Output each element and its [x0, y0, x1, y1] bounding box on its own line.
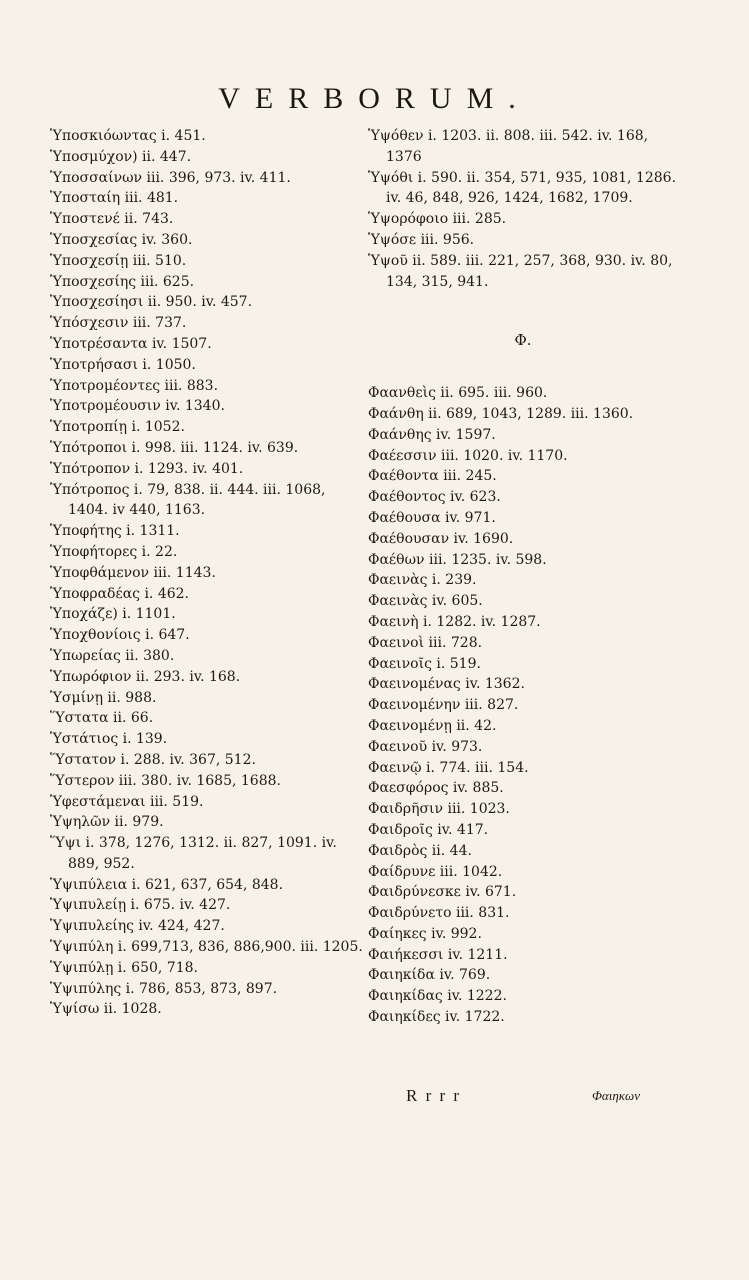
right-column-top-entries: [368, 126, 678, 292]
index-entry: Φαανθεὶς ii. 695. iii. 960.: [368, 385, 548, 402]
index-entry: Ὑποσσαίνων iii. 396, 973. iv. 411.: [50, 169, 291, 186]
index-entry: Φαιηκίδες iv. 1722.: [368, 1009, 505, 1026]
index-entry: Φαιδρῆσιν iii. 1023.: [368, 801, 510, 818]
index-entry: Ὑψιπυλείης iv. 424, 427.: [50, 918, 225, 935]
index-entry: Φαεινοῖς i. 519.: [368, 655, 481, 672]
index-entry: Ὑπότροπος i. 79, 838. ii. 444. iii. 1068, 1404. iv 440, 1163.: [50, 481, 326, 519]
index-entry: Ὑψιπύλη i. 699,713, 836, 886,900. iii. 1205.: [50, 939, 363, 956]
index-entry: Φαιδροῖς iv. 417.: [368, 821, 489, 838]
index-entry: Ὑποστενέ ii. 743.: [50, 211, 174, 228]
index-entry: Ὑποτρέσαντα iv. 1507.: [50, 335, 212, 352]
index-entry: Ὑποσταίη iii. 481.: [50, 190, 179, 207]
index-entry: Φαεινὰς i. 239.: [368, 572, 477, 589]
index-entry: Φαίηκες iv. 992.: [368, 925, 482, 942]
index-entry: Ὑψιπυλείῃ i. 675. iv. 427.: [50, 897, 231, 914]
index-entry: Ὑσμίνῃ ii. 988.: [50, 689, 157, 706]
page-title: VERBORUM.: [218, 82, 531, 115]
index-entry: Φαέθουσα iv. 971.: [368, 509, 496, 526]
index-entry: Φαιδρύνετο iii. 831.: [368, 905, 510, 922]
index-entry: Φαέθοντα iii. 245.: [368, 468, 497, 485]
index-entry: Φαεινομένας iv. 1362.: [368, 676, 525, 693]
index-entry: Ὑψόθι i. 590. ii. 354, 571, 935, 1081, 1286. iv. 46, 848, 926, 1424, 1682, 1709.: [368, 169, 677, 207]
index-entry: Ὑψιπύλης i. 786, 853, 873, 897.: [50, 980, 278, 997]
index-entry: Ὑποφήτης i. 1311.: [50, 523, 180, 540]
index-entry: Ὑπωρείας ii. 380.: [50, 647, 175, 664]
index-entry: Ὑποτρομέοντες iii. 883.: [50, 377, 219, 394]
index-entry: Ὑποσμύχον) ii. 447.: [50, 148, 192, 165]
left-column: [50, 126, 368, 1020]
index-entry: Ὑψιπύλεια i. 621, 637, 654, 848.: [50, 876, 284, 893]
index-entry: Ὑποφθάμενον iii. 1143.: [50, 564, 216, 581]
index-entry: Φαεσφόρος iv. 885.: [368, 780, 504, 797]
index-entry: Ὑπόσχεσιν iii. 737.: [50, 315, 187, 332]
index-entry: Φαάνθη ii. 689, 1043, 1289. iii. 1360.: [368, 405, 634, 422]
index-entry: Ὑψόσε iii. 956.: [368, 231, 475, 248]
section-letter-heading: Φ.: [514, 331, 532, 350]
index-entry: Ὑψηλῶν ii. 979.: [50, 814, 164, 831]
catchword: Φαιηκων: [592, 1088, 640, 1103]
index-entry: Φαεινοὶ iii. 728.: [368, 634, 483, 651]
index-entry: Ὑψιπύλῃ i. 650, 718.: [50, 959, 198, 976]
index-entry: Ὑποσχεσίῃ iii. 510.: [50, 252, 187, 269]
index-entry: Ὑφεστάμεναι iii. 519.: [50, 793, 204, 810]
index-entry: Φαεινοῦ iv. 973.: [368, 738, 483, 755]
index-entry: Ὑστάτιος i. 139.: [50, 731, 168, 748]
index-entry: Ὕστατον i. 288. iv. 367, 512.: [50, 751, 256, 768]
index-entry: Ὑπότροποι i. 998. iii. 1124. iv. 639.: [50, 439, 299, 456]
index-entry: Ὑποχθονίοις i. 647.: [50, 627, 190, 644]
index-entry: Φαιηκίδα iv. 769.: [368, 967, 491, 984]
index-entry: Φαιδρὸς ii. 44.: [368, 842, 472, 859]
index-entry: Ὑποσχεσίας iv. 360.: [50, 231, 193, 248]
index-entry: Ὑποφραδέας i. 462.: [50, 585, 190, 602]
index-entry: Φαεινὰς iv. 605.: [368, 593, 483, 610]
index-entry: Φαεινομένῃ ii. 42.: [368, 717, 497, 734]
index-entry: Ὑποχάζε) i. 1101.: [50, 606, 176, 623]
index-entry: Φαέεσσιν iii. 1020. iv. 1170.: [368, 447, 568, 464]
index-entry: Ὑψοῦ ii. 589. iii. 221, 257, 368, 930. iv. 80, 134, 315, 941.: [368, 252, 673, 290]
index-entry: Ὑποφήτορες i. 22.: [50, 543, 178, 560]
page-footer: [0, 1086, 749, 1116]
signature-mark: R r r r: [406, 1086, 462, 1105]
index-entry: Φαιήκεσσι iv. 1211.: [368, 946, 508, 963]
index-entry: Φαάνθης iv. 1597.: [368, 426, 496, 443]
index-entry: Φαέθων iii. 1235. iv. 598.: [368, 551, 547, 568]
index-entry: Ὑψίσω ii. 1028.: [50, 1001, 162, 1018]
right-column-bottom-entries: [368, 383, 678, 1028]
index-entry: Φαέθουσαν iv. 1690.: [368, 530, 514, 547]
right-column: [368, 126, 678, 1028]
index-entry: Ὕστατα ii. 66.: [50, 710, 154, 727]
index-entry: Φαεινὴ i. 1282. iv. 1287.: [368, 613, 541, 630]
index-entry: Ὑποσχεσίησι ii. 950. iv. 457.: [50, 294, 253, 311]
index-entry: Ὕψι i. 378, 1276, 1312. ii. 827, 1091. iv. 889, 952.: [50, 835, 337, 872]
index-entry: Ὑποτροπίῃ i. 1052.: [50, 419, 185, 436]
index-entry: Ὑπωρόφιον ii. 293. iv. 168.: [50, 668, 241, 685]
index-entry: Ὑποσχεσίης iii. 625.: [50, 273, 195, 290]
index-entry: Φαιδρύνεσκε iv. 671.: [368, 884, 517, 901]
index-entry: Ὑψόθεν i. 1203. ii. 808. iii. 542. iv. 168, 1376: [368, 128, 649, 165]
index-entry: Ὑποσκιόωντας i. 451.: [50, 128, 206, 144]
index-entry: Φαιηκίδας iv. 1222.: [368, 988, 507, 1005]
index-entry: Ὕστερον iii. 380. iv. 1685, 1688.: [50, 772, 281, 789]
index-entry: Φαεινομένην iii. 827.: [368, 697, 519, 714]
index-entry: Ὑψορόφοιο iii. 285.: [368, 211, 507, 228]
index-entry: Ὑποτρήσασι i. 1050.: [50, 356, 196, 373]
index-entry: Φαέθοντος iv. 623.: [368, 489, 501, 506]
index-entry: Ὑπότροπον i. 1293. iv. 401.: [50, 460, 244, 477]
index-entry: Φαεινῷ i. 774. iii. 154.: [368, 759, 529, 776]
index-entry: Ὑποτρομέουσιν iv. 1340.: [50, 398, 225, 415]
index-entry: Φαίδρυνε iii. 1042.: [368, 863, 503, 880]
